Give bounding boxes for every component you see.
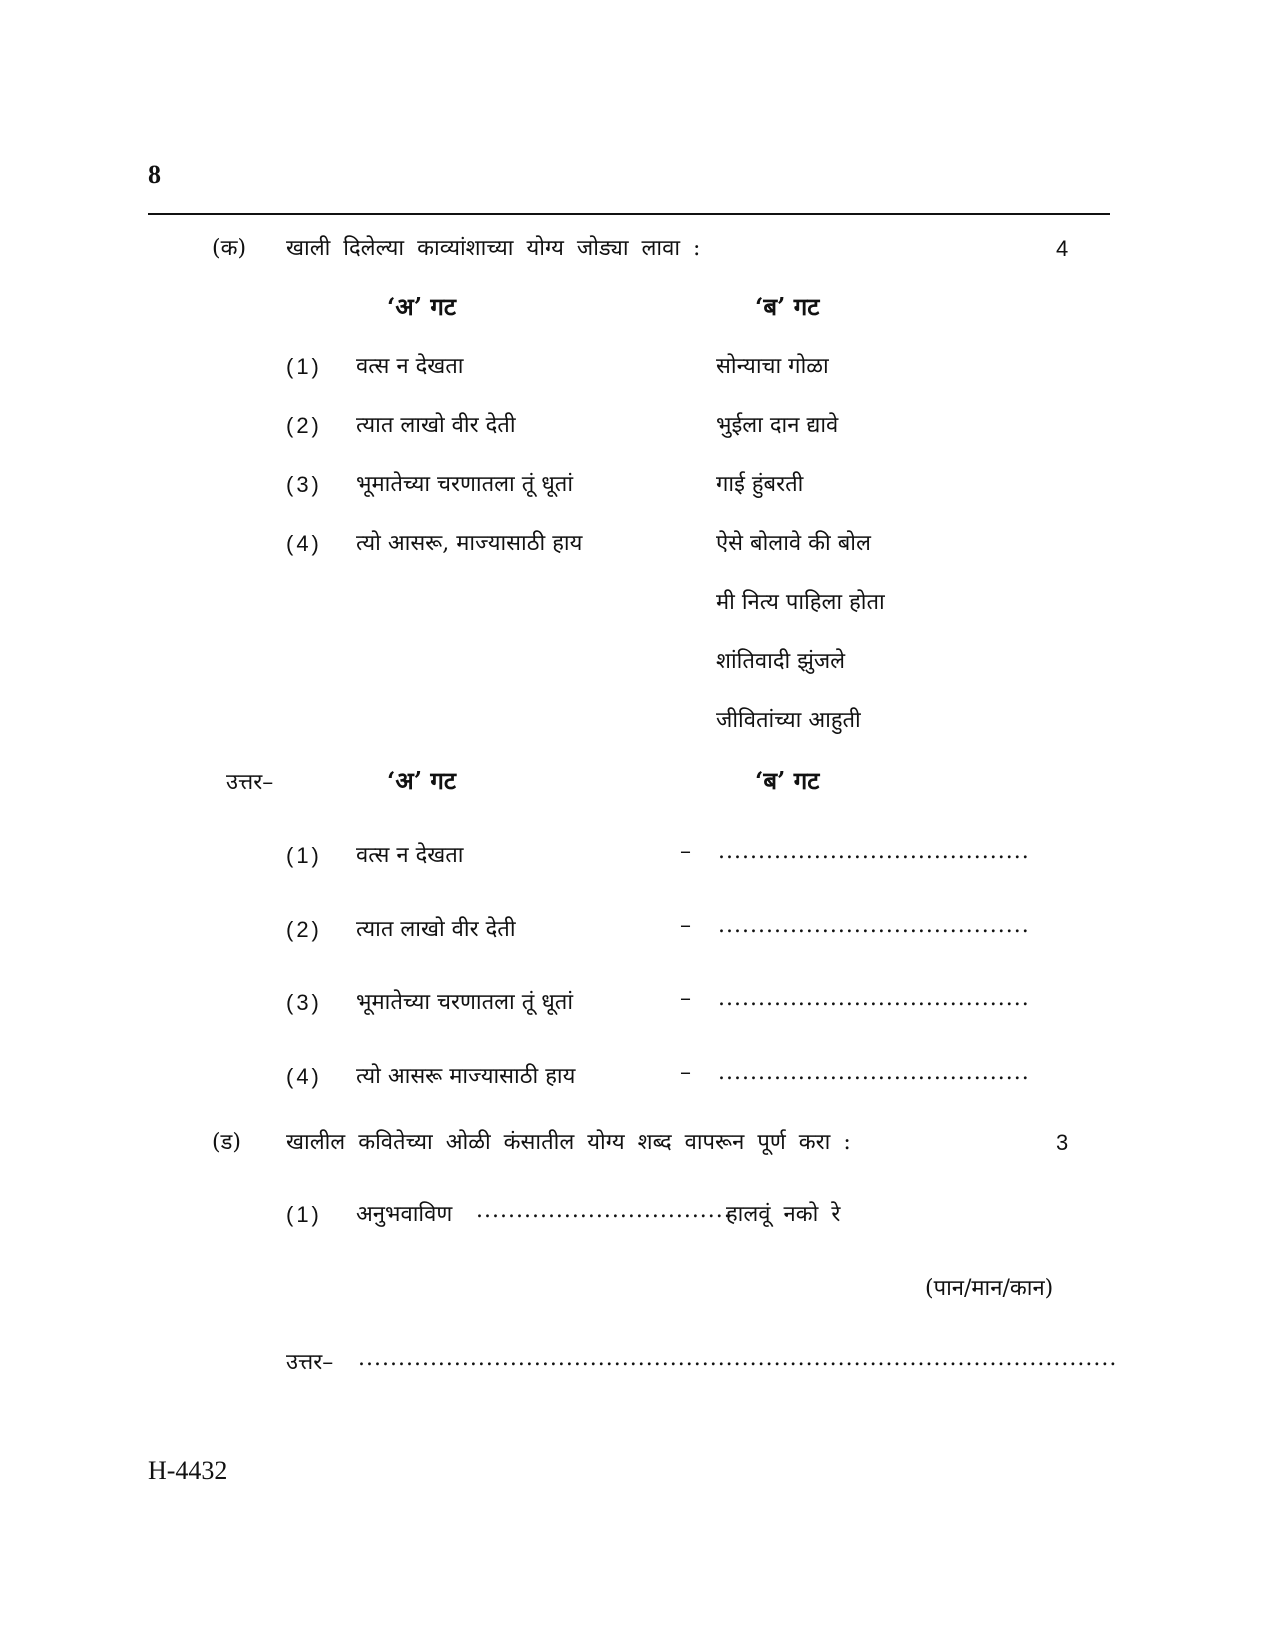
group-a-item: त्यात लाखो वीर देती: [356, 413, 516, 438]
question-da-item-after: हालवूं नको रे: [726, 1202, 841, 1227]
group-a-item-number: (3): [286, 472, 322, 497]
answer-label: उत्तर–: [226, 770, 274, 795]
answer-item-text: भूमातेच्या चरणातला तूं धूतां: [356, 990, 574, 1015]
answer-item-number: (1): [286, 843, 322, 868]
header-rule: [148, 213, 1110, 215]
answer-group-b-heading: ‘ब’ गट: [755, 766, 820, 795]
answer-item-number: (2): [286, 917, 322, 942]
group-b-item: मी नित्य पाहिला होता: [716, 590, 885, 615]
question-ka-marks: 4: [1056, 236, 1069, 261]
answer-group-a-heading: ‘अ’ गट: [387, 766, 457, 795]
answer-dash: –: [680, 839, 691, 864]
question-da-answer-label: उत्तर–: [286, 1350, 334, 1375]
answer-dash: –: [680, 1060, 691, 1085]
group-b-item: जीवितांच्या आहुती: [716, 708, 861, 733]
group-b-item: सोन्याचा गोळा: [716, 354, 829, 379]
group-b-item: भुईला दान द्यावे: [716, 413, 839, 438]
group-a-item-number: (1): [286, 354, 322, 379]
answer-dash: –: [680, 913, 691, 938]
answer-blank[interactable]: .......................................: [718, 913, 1030, 938]
group-a-heading: ‘अ’ गट: [387, 292, 457, 321]
question-da-label: (ड): [212, 1130, 241, 1155]
question-ka-instruction: खाली दिलेल्या काव्यांशाच्या योग्य जोड्या लावा :: [286, 236, 701, 261]
question-da-item-before: अनुभवाविण: [356, 1202, 453, 1227]
answer-blank[interactable]: .......................................: [718, 839, 1030, 864]
answer-item-text: त्यात लाखो वीर देती: [356, 917, 516, 942]
question-da-marks: 3: [1056, 1130, 1069, 1155]
answer-item-number: (4): [286, 1064, 322, 1089]
question-ka-label: (क): [212, 236, 247, 261]
paper-code: H-4432: [148, 1456, 228, 1485]
answer-blank[interactable]: .......................................: [718, 1060, 1030, 1085]
question-da-item-blank[interactable]: ................................: [476, 1198, 732, 1223]
group-b-item: शांतिवादी झुंजले: [716, 649, 846, 674]
group-b-item: गाई हुंबरती: [716, 472, 804, 497]
page-number: 8: [148, 160, 161, 189]
group-a-item-number: (4): [286, 531, 322, 556]
group-b-item: ऐसे बोलावे की बोल: [716, 531, 871, 556]
group-a-item: भूमातेच्या चरणातला तूं धूतां: [356, 472, 574, 497]
group-a-item: त्यो आसरू, माज्यासाठी हाय: [356, 531, 583, 556]
answer-item-number: (3): [286, 990, 322, 1015]
answer-dash: –: [680, 986, 691, 1011]
question-da-answer-blank[interactable]: ...............................................................................................: [358, 1346, 1118, 1371]
answer-item-text: वत्स न देखता: [356, 843, 464, 868]
question-da-instruction: खालील कवितेच्या ओळी कंसातील योग्य शब्द वापरून पूर्ण करा :: [286, 1130, 851, 1155]
question-da-options: (पान/मान/कान): [925, 1276, 1054, 1301]
answer-blank[interactable]: .......................................: [718, 986, 1030, 1011]
question-da-item-number: (1): [286, 1202, 322, 1227]
group-b-heading: ‘ब’ गट: [755, 292, 820, 321]
group-a-item-number: (2): [286, 413, 322, 438]
answer-item-text: त्यो आसरू माज्यासाठी हाय: [356, 1064, 576, 1089]
group-a-item: वत्स न देखता: [356, 354, 464, 379]
